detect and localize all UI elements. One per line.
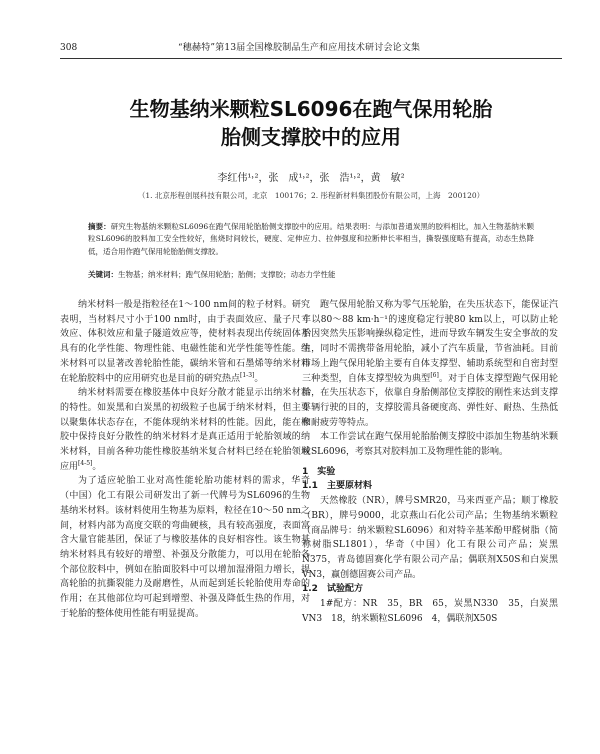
paper-title-line-1: 生物基纳米颗粒SL6096在跑气保用轮胎 xyxy=(129,97,493,121)
citation: [4-5] xyxy=(78,459,93,467)
paper-title-line-2: 胎侧支撑胶中的应用 xyxy=(221,125,401,149)
abstract-text: 研究生物基纳米颗粒SL6096在跑气保用轮胎胎侧支撑胶中的应用。结果表明：与添加普通炭黑的胶料相比，加入生物基纳米颗粒SL6096的胶料加工安全性较好，焦烧时间较长，硬度、定伸应力、拉伸强度和拉断伸长率相当，撕裂强度略有提高，动态生热降低，适合用作跑气保用轮胎胎侧支撑胶。 xyxy=(88,222,534,256)
body-paragraph xyxy=(60,298,310,386)
author-affiliation: （1. 北京彤程创展科技有限公司，北京 100176；2. 彤程新材料集团股份有限公司，上海 200120） xyxy=(137,191,485,200)
body-paragraph: 为了适应轮胎工业对高性能轮胎功能材料的需求，华奇（中国）化工有限公司研发出了新一代牌号为SL6096的生物基纳米材料。该材料使用生物基为原料，粒径在10～50 nm之间，材料内部为高度交联的弯曲硬核，具有较高强度，表面富含大量官能基团，保证了与橡胶基体的良好相容性。该生物基纳米材料具有较好的增塑、补强及分散能力，可以用在轮胎各个部位胶料中，例如在胎面胶料中可以增加湿滑阻力增长，提高轮胎的抗撕裂能力及耐磨性，从而起到延长轮胎使用寿命的作用；在其他部位均可起到增塑、补强及降低生热的作用，对于轮胎的整体使用性能有明显提高。 xyxy=(60,476,310,619)
keywords-label: 关键词： xyxy=(88,270,118,279)
keywords-text: 生物基；纳米材料；跑气保用轮胎；胎侧；支撑胶；动态力学性能 xyxy=(118,270,336,279)
citation: [1-3] xyxy=(240,371,255,379)
running-title: “穗赫特”第13届全国橡胶制品生产和应用技术研讨会论文集 xyxy=(178,43,421,53)
left-column xyxy=(60,298,310,621)
header-rule xyxy=(60,58,562,59)
abstract-label: 摘要： xyxy=(88,222,111,231)
paragraph-text: 。 xyxy=(92,461,102,472)
citation: [6] xyxy=(430,371,439,379)
body-paragraph: 天然橡胶（NR），牌号SMR20，马来西亚产品；顺丁橡胶（BR），牌号9000，北京燕山石化公司产品；生物基纳米颗粒（商品牌号：纳米颗粒SL6096）和对特辛基苯酚甲醛树脂（简称树脂SL1801），华奇（中国）化工有限公司产品；炭黑N375，青岛德固赛化学有限公司产品；偶联剂X50S和白炭黑VN3，赢创德固赛公司产品。 xyxy=(302,496,558,580)
paragraph-text: 纳米材料需要在橡胶基体中良好分散才能显示出纳米材料的特性。如炭黑和白炭黑的初级粒子也属于纳米材料，但主要以聚集体状态存在，不能体现纳米材料的性能。因此，能在橡胶中保持良好分散性的纳米材料才是真正适用于轮胎领域的纳米材料，目前各种功能性橡胶基纳米复合材料已经在轮胎领域应用 xyxy=(60,388,310,472)
right-column xyxy=(302,298,558,626)
subsection-heading: 1.1 主要原材料 xyxy=(302,481,372,492)
paragraph-text: 纳米材料一般是指粒径在1～100 nm间的粒子材料。研究表明，当材料尺寸小于100 nm时，由于表面效应、量子尺寸效应、体积效应和量子隧道效应等，使材料表现出传统固体不具有的化学性能、物理性能、电磁性能和光学性能等性能。纳米材料可以显著改善轮胎性能，碳纳米管和石墨烯等纳米材料在轮胎胶料中的应用研究也是目前的研究热点 xyxy=(60,300,310,384)
subsection-heading: 1.2 试验配方 xyxy=(302,584,363,595)
body-paragraph xyxy=(302,298,558,430)
body-paragraph xyxy=(60,386,310,474)
author-list: 李红伟¹˒²，张 成¹˒²，张 浩¹˒²，黄 敏² xyxy=(217,173,405,184)
paragraph-text: 跑气保用轮胎又称为零气压轮胎，在失压状态下，能保证汽车以80～88 km·h⁻¹的速度稳定行驶80 km以上，可以防止轮胎因突然失压影响操纵稳定性，进而导致车辆发生安全事故的发生，同时不需携带备用轮胎，减小了汽车质量，节省油耗。目前市场上跑气保用轮胎主要有自体支撑型、辅助系统型和自密封型三种类型，自体支撑型较为典型 xyxy=(302,300,558,384)
paragraph-text: 。对于自体支撑型跑气保用轮胎，在失压状态下，依靠自身胎侧部位支撑胶的刚性来达到支撑车辆行驶的目的，支撑胶需具备硬度高、弹性好、耐热、生热低和耐疲劳等特点。 xyxy=(302,373,558,428)
running-header xyxy=(60,41,562,55)
body-paragraph: 本工作尝试在跑气保用轮胎胎侧支撑胶中添加生物基纳米颗粒SL6096，考察其对胶料加工及物理性能的影响。 xyxy=(302,432,558,458)
keywords xyxy=(88,269,534,281)
body-paragraph: 1#配方：NR 35，BR 65，炭黑N330 35，白炭黑VN3 18，纳米颗粒SL6096 4，偶联剂X50S xyxy=(302,599,558,624)
section-heading: 1 实验 xyxy=(302,466,336,477)
paragraph-text: 。 xyxy=(254,373,264,384)
abstract xyxy=(88,221,534,258)
page-number: 308 xyxy=(60,43,78,53)
